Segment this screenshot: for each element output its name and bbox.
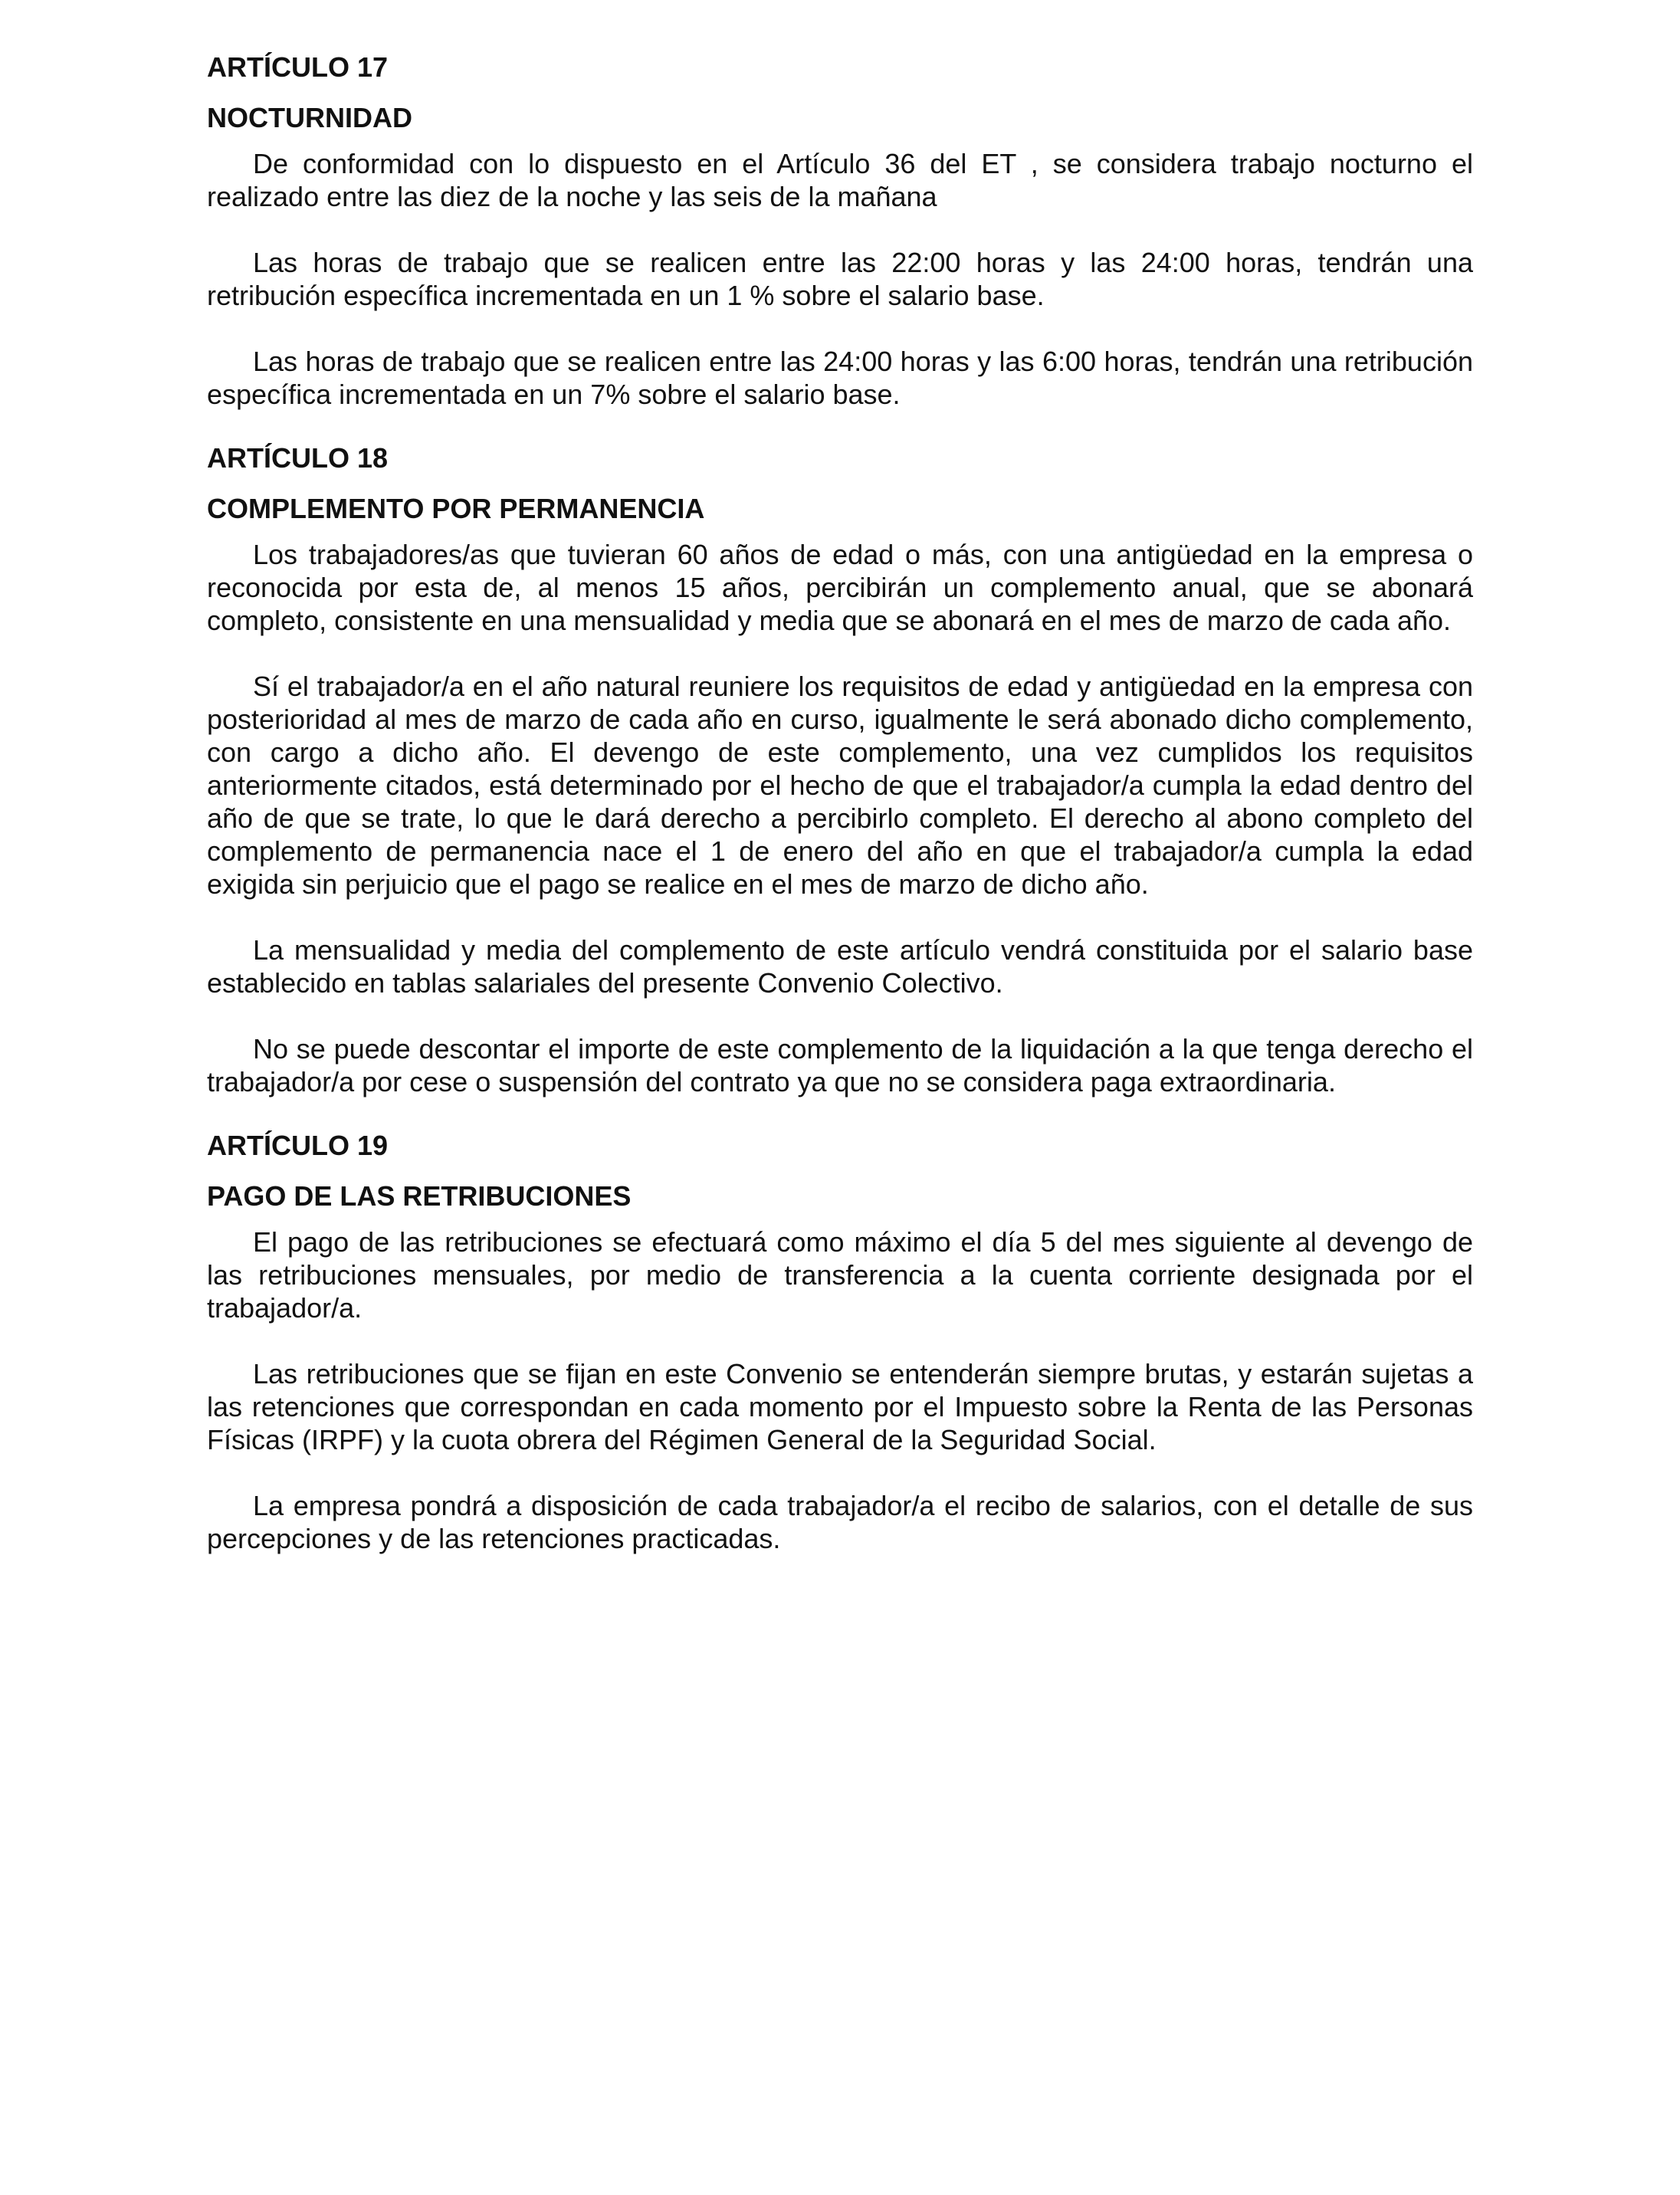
paragraph: El pago de las retribuciones se efectuará como máximo el día 5 del mes siguiente al devengo de las retribuciones mensuales, por medio de transferencia a la cuenta corriente designada por el trabajador/a. (207, 1226, 1473, 1324)
paragraph: Las horas de trabajo que se realicen entre las 24:00 horas y las 6:00 horas, tendrán una retribución específica incrementada en un 7% sobre el salario base. (207, 346, 1473, 410)
paragraph: Las retribuciones que se fijan en este Convenio se entenderán siempre brutas, y estarán sujetas a las retenciones que correspondan en cada momento por el Impuesto sobre la Renta de las Personas Físicas (IRPF) y la cuota obrera del Régimen General de la Seguridad Social. (207, 1358, 1473, 1455)
article-title: COMPLEMENTO POR PERMANENCIA (207, 493, 705, 524)
article-19 (207, 1129, 1473, 1555)
document-page (207, 43, 1473, 1555)
article-number: ARTÍCULO 17 (207, 51, 389, 83)
paragraph: La empresa pondrá a disposición de cada trabajador/a el recibo de salarios, con el detalle de sus percepciones y de las retenciones practicadas. (207, 1490, 1473, 1554)
article-number: ARTÍCULO 18 (207, 442, 389, 474)
paragraph: De conformidad con lo dispuesto en el Artículo 36 del ET , se considera trabajo nocturno el realizado entre las diez de la noche y las seis de la mañana (207, 148, 1473, 212)
article-18 (207, 441, 1473, 1098)
article-title: NOCTURNIDAD (207, 102, 412, 133)
paragraph: La mensualidad y media del complemento de este artículo vendrá constituida por el salario base establecido en tablas salariales del presente Convenio Colectivo. (207, 934, 1473, 999)
article-title: PAGO DE LAS RETRIBUCIONES (207, 1180, 632, 1212)
paragraph: No se puede descontar el importe de este complemento de la liquidación a la que tenga derecho el trabajador/a por cese o suspensión del contrato ya que no se considera paga extraordinaria. (207, 1033, 1473, 1098)
article-number: ARTÍCULO 19 (207, 1130, 389, 1161)
article-17 (207, 51, 1473, 411)
paragraph: Las horas de trabajo que se realicen entre las 22:00 horas y las 24:00 horas, tendrán una retribución específica incrementada en un 1 % sobre el salario base. (207, 247, 1473, 311)
paragraph: Sí el trabajador/a en el año natural reuniere los requisitos de edad y antigüedad en la empresa con posterioridad al mes de marzo de cada año en curso, igualmente le será abonado dicho complemento, con cargo a dicho año. El devengo de este complemento, una vez cumplidos los requisitos anteriormente citados, está determinado por el hecho de que el trabajador/a cumpla la edad dentro del año de que se trate, lo que le dará derecho a percibirlo completo. El derecho al abono completo del complemento de permanencia nace el 1 de enero del año en que el trabajador/a cumpla la edad exigida sin perjuicio que el pago se realice en el mes de marzo de dicho año. (207, 671, 1473, 900)
paragraph: Los trabajadores/as que tuvieran 60 años de edad o más, con una antigüedad en la empresa o reconocida por esta de, al menos 15 años, percibirán un complemento anual, que se abonará completo, consistente en una mensualidad y media que se abonará en el mes de marzo de cada año. (207, 539, 1473, 636)
